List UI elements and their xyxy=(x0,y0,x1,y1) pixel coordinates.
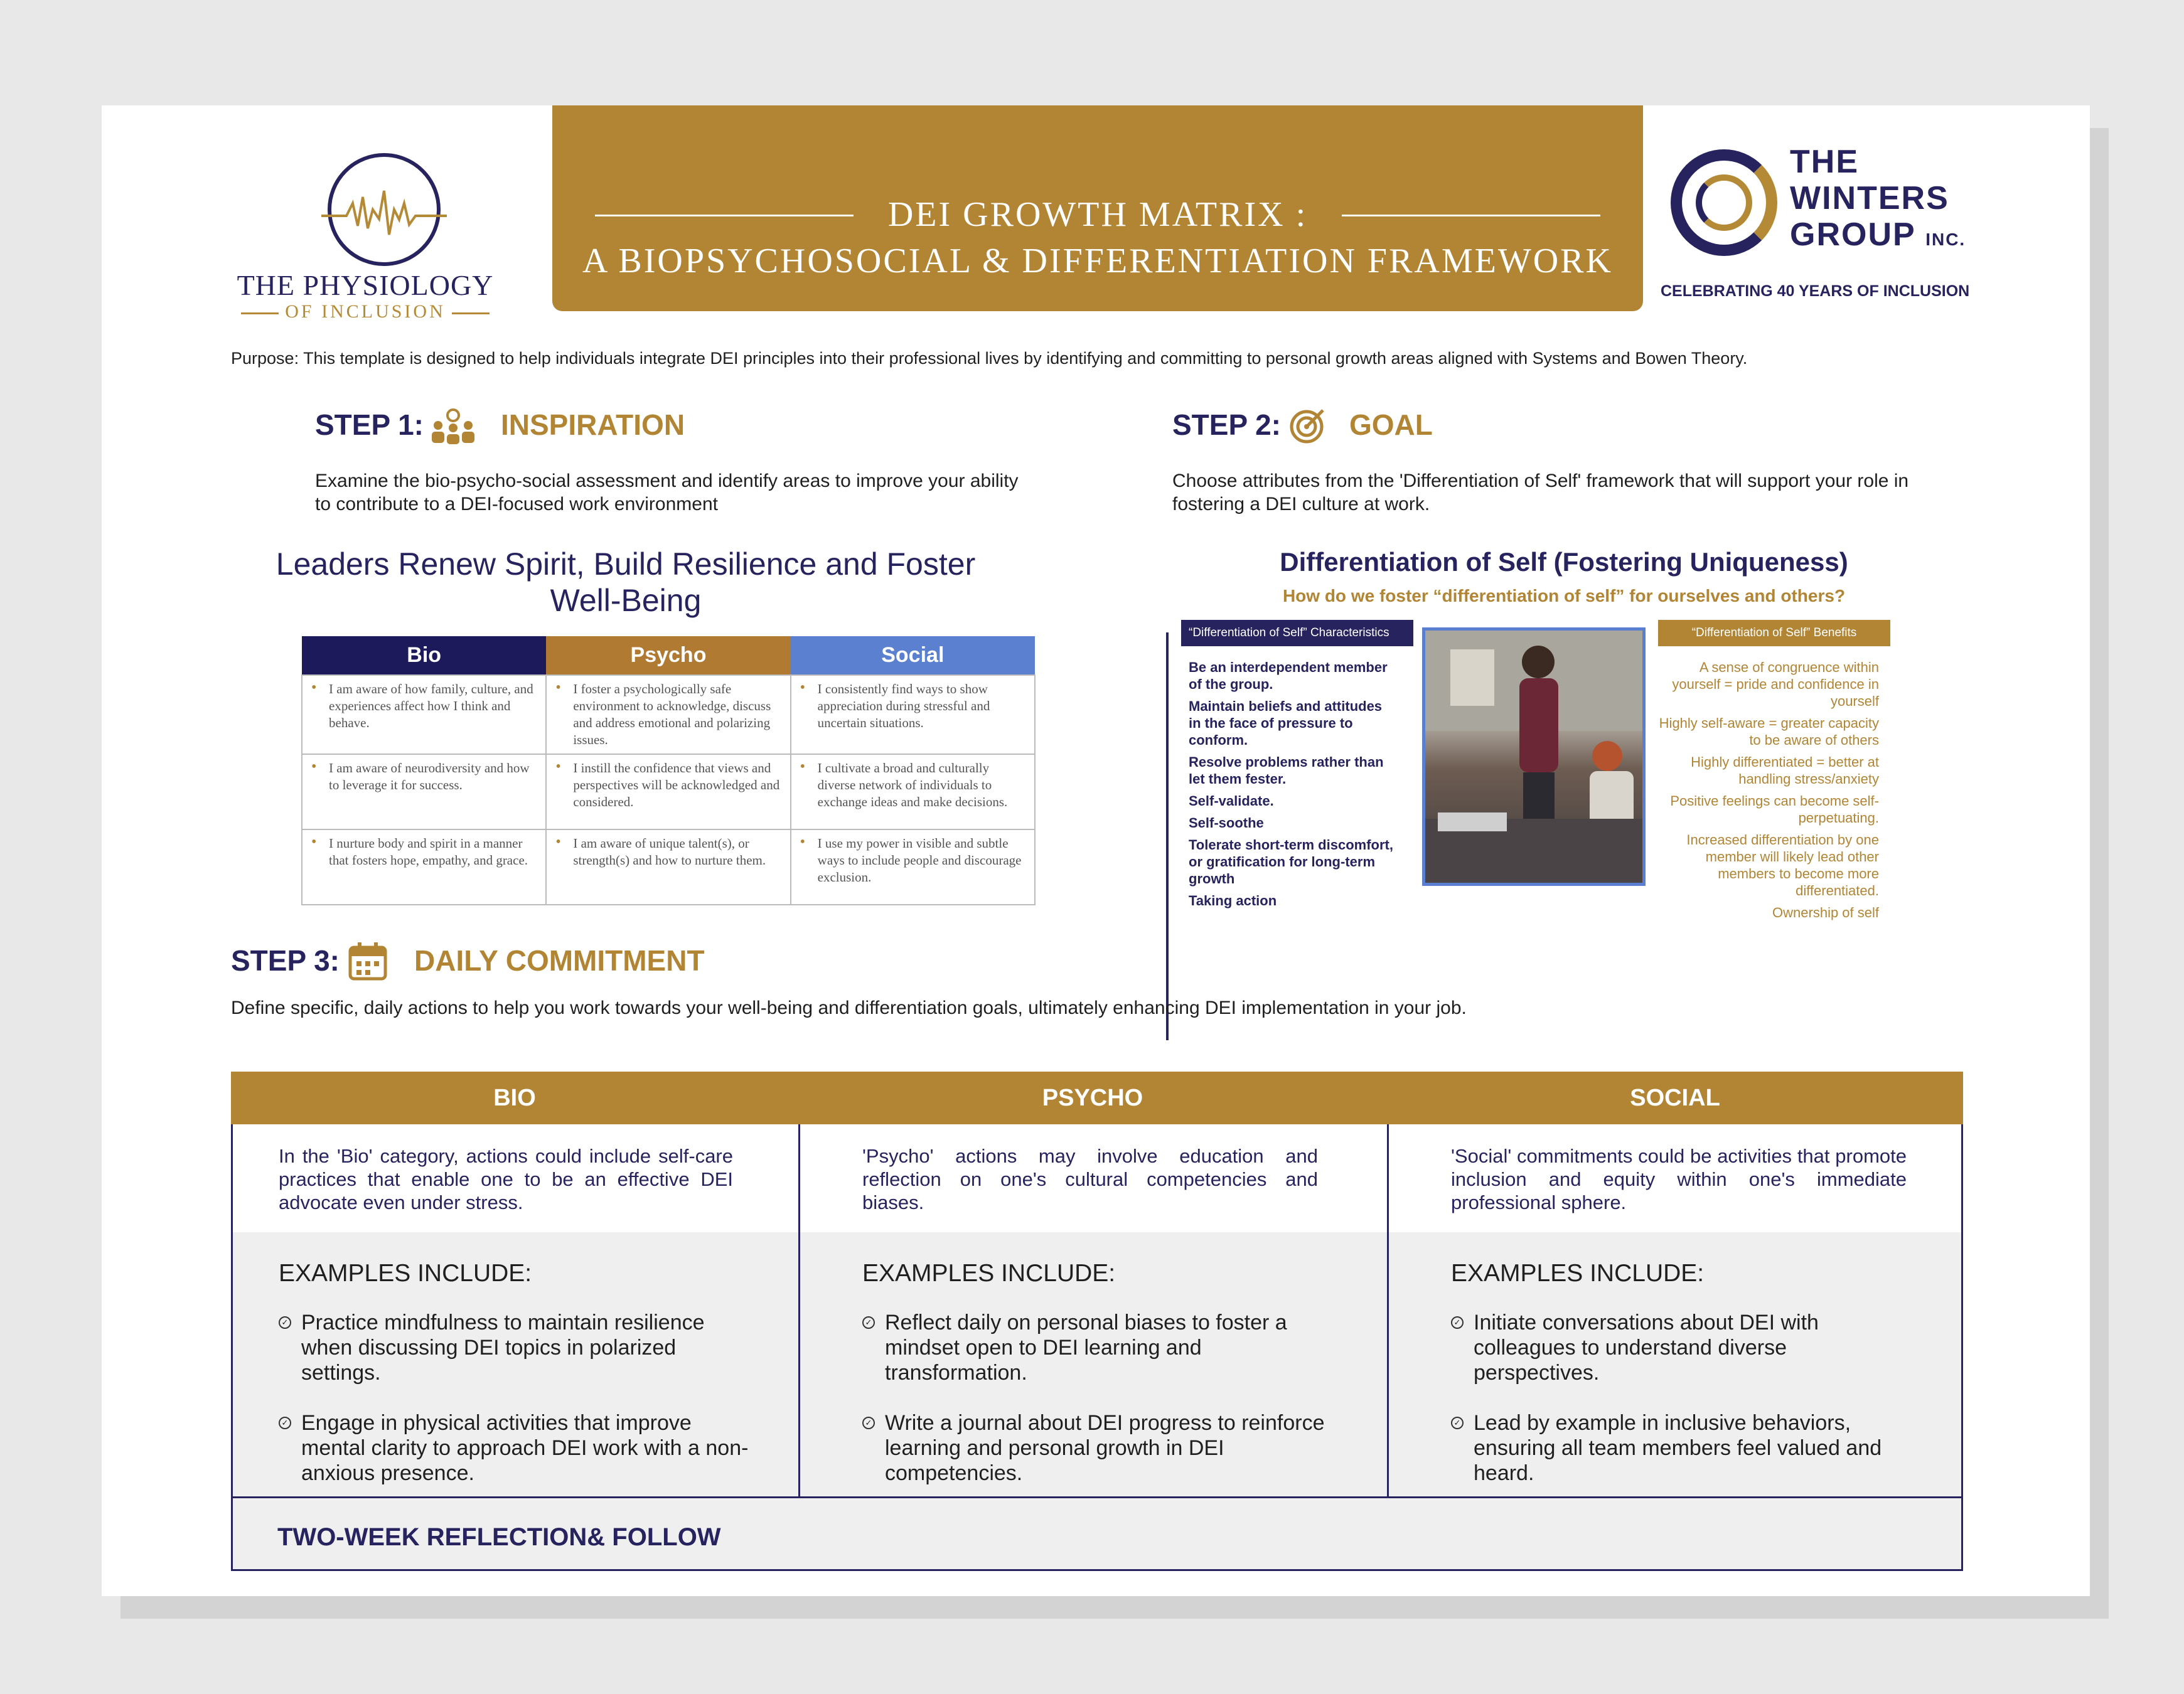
meeting-photo-illustration xyxy=(1425,631,1642,883)
social-examples-label: EXAMPLES INCLUDE: xyxy=(1451,1260,1705,1287)
bps-cell: • I am aware of how family, culture, and experiences affect how I think and behave. xyxy=(302,675,546,754)
list-item: Positive feelings can become self-perpetuating. xyxy=(1670,793,1879,826)
social-intro: 'Social' commitments could be activities that promote inclusion and equity within one's immediate professional sphere. xyxy=(1451,1145,1907,1213)
step3-label: STEP 3: xyxy=(231,944,340,977)
bps-cell: • I consistently find ways to show appreciation during stressful and uncertain situations. xyxy=(791,675,1035,754)
list-item: Self-soothe xyxy=(1189,815,1264,831)
physiology-of-inclusion-logo xyxy=(227,128,503,322)
step1-description: Examine the bio-psycho-social assessment and identify areas to improve your ability to contribute to a DEI-focused work environment xyxy=(315,471,1019,514)
bio-intro: In the 'Bio' category, actions could include self-care practices that enable one to be an effective DEI advocate even under stress. xyxy=(279,1145,733,1213)
benefits-tag: “Differentiation of Self” Benefits xyxy=(1658,620,1890,646)
reflection-footer: TWO-WEEK REFLECTION& FOLLOW xyxy=(277,1523,721,1551)
matrix-header-psycho: PSYCHO xyxy=(1042,1085,1143,1111)
characteristics-list xyxy=(1189,659,1396,909)
logo-tagline: CELEBRATING 40 YEARS OF INCLUSION xyxy=(1661,282,1970,300)
list-item: Highly differentiated = better at handling stress/anxiety xyxy=(1691,754,1879,787)
list-item: Highly self-aware = greater capacity to be aware of others xyxy=(1659,715,1879,748)
logo-line1: THE xyxy=(1790,144,1859,180)
banner-title-line2: A BIOPSYCHOSOCIAL & DIFFERENTIATION FRAMEWORK xyxy=(582,242,1613,280)
step2-image-title: Differentiation of Self (Fostering Uniqueness) xyxy=(1280,547,1848,577)
list-item: Tolerate short-term discomfort, or gratification for long-term growth xyxy=(1189,837,1393,887)
check-circle-icon: ✓ xyxy=(1451,1417,1464,1429)
logo-inner-ring-icon xyxy=(1696,174,1752,231)
check-circle-icon: ✓ xyxy=(279,1316,291,1329)
table-row xyxy=(302,829,1035,905)
logo-inc: INC. xyxy=(1925,230,1966,249)
banner-title-line1: DEI GROWTH MATRIX : xyxy=(887,195,1308,234)
list-item: Maintain beliefs and attitudes in the face of pressure to conform. xyxy=(1189,698,1383,748)
document-page xyxy=(102,105,2090,1596)
team-idea-icon xyxy=(428,407,478,444)
table-row xyxy=(302,754,1035,829)
logo-sub: OF INCLUSION xyxy=(227,301,503,322)
bps-cell: • I nurture body and spirit in a manner that fosters hope, empathy, and grace. xyxy=(302,829,546,905)
logo-line3: GROUP xyxy=(1790,216,1915,253)
step3-description: Define specific, daily actions to help you work towards your well-being and differentiation goals, ultimately enhancing DEI implementation in your job. xyxy=(231,998,1467,1018)
check-circle-icon: ✓ xyxy=(862,1316,875,1329)
list-item: Taking action xyxy=(1189,893,1277,908)
list-item: Be an interdependent member of the group. xyxy=(1189,659,1388,692)
bps-cell: • I am aware of neurodiversity and how to leverage it for success. xyxy=(302,754,546,829)
bps-cell: • I instill the confidence that views and perspectives will be acknowledged and considered. xyxy=(546,754,790,829)
bps-header-bio: Bio xyxy=(302,636,546,675)
check-circle-icon: ✓ xyxy=(1451,1316,1464,1329)
matrix-header-social: SOCIAL xyxy=(1630,1085,1720,1111)
winters-group-logo xyxy=(1661,143,1991,300)
list-item: Resolve problems rather than let them fester. xyxy=(1189,754,1384,787)
social-example-text: Lead by example in inclusive behaviors, ensuring all team members feel valued and heard. xyxy=(1474,1411,1882,1485)
list-item xyxy=(1451,1310,1915,1385)
bps-cell: • I am aware of unique talent(s), or strength(s) and how to nurture them. xyxy=(546,829,790,905)
step2-image-subtitle: How do we foster “differentiation of self” for ourselves and others? xyxy=(1282,586,1846,605)
step1-title: INSPIRATION xyxy=(501,408,685,441)
target-icon xyxy=(1289,407,1327,444)
list-item: Ownership of self xyxy=(1772,905,1879,920)
benefits-list xyxy=(1656,659,1879,921)
list-item xyxy=(279,1410,756,1486)
psycho-example-text: Reflect daily on personal biases to foster a mindset open to DEI learning and transformation. xyxy=(885,1311,1287,1385)
list-item: Self-validate. xyxy=(1189,793,1274,809)
calendar-icon xyxy=(348,941,388,981)
check-circle-icon: ✓ xyxy=(279,1417,291,1429)
characteristics-tag: “Differentiation of Self” Characteristics xyxy=(1181,620,1413,646)
meeting-photo xyxy=(1422,627,1646,886)
step2-left-rule xyxy=(1166,632,1169,1040)
list-item: Increased differentiation by one member will likely lead other members to become more differentiated. xyxy=(1686,832,1879,898)
bps-header-psycho: Psycho xyxy=(546,636,790,675)
list-item xyxy=(862,1410,1346,1486)
daily-commitment-matrix xyxy=(231,1072,1963,1571)
step1-label: STEP 1: xyxy=(315,408,424,441)
social-example-text: Initiate conversations about DEI with colleagues to understand diverse perspectives. xyxy=(1474,1311,1819,1385)
check-circle-icon: ✓ xyxy=(862,1417,875,1429)
list-item xyxy=(862,1310,1346,1385)
bio-examples-label: EXAMPLES INCLUDE: xyxy=(279,1260,532,1287)
table-row xyxy=(302,675,1035,754)
title-banner xyxy=(552,105,1643,311)
purpose-text: Purpose: This template is designed to help individuals integrate DEI principles into their professional lives by identifying and committing to personal growth areas aligned with Systems and Bowen Theory. xyxy=(231,349,1748,368)
list-item: A sense of congruence within yourself = pride and confidence in yourself xyxy=(1672,659,1879,709)
logo-name: THE PHYSIOLOGY xyxy=(237,269,494,301)
bps-cell: • I cultivate a broad and culturally diverse network of individuals to exchange ideas and make decisions. xyxy=(791,754,1035,829)
bio-example-text: Practice mindfulness to maintain resilience when discussing DEI topics in polarized settings. xyxy=(301,1311,705,1385)
psycho-example-text: Write a journal about DEI progress to reinforce learning and personal growth in DEI competencies. xyxy=(885,1411,1325,1485)
psycho-intro: 'Psycho' actions may involve education and reflection on one's cultural competencies and biases. xyxy=(862,1145,1318,1213)
step2-title: GOAL xyxy=(1349,408,1433,441)
step2-label: STEP 2: xyxy=(1172,408,1281,441)
list-item xyxy=(1451,1410,1915,1486)
logo-line3-wrap xyxy=(1790,216,1966,253)
matrix-divider xyxy=(1387,1124,1389,1498)
bps-cell: • I use my power in visible and subtle ways to include people and discourage exclusion. xyxy=(791,829,1035,905)
psycho-examples-label: EXAMPLES INCLUDE: xyxy=(862,1260,1116,1287)
matrix-header-bio: BIO xyxy=(493,1085,536,1111)
bio-example-text: Engage in physical activities that improve mental clarity to approach DEI work with a non-anxious presence. xyxy=(301,1411,749,1485)
list-item xyxy=(279,1310,756,1385)
biopsychosocial-table xyxy=(301,636,1036,905)
bps-cell: • I foster a psychologically safe environment to acknowledge, discuss and address emotional and polarizing issues. xyxy=(546,675,790,754)
step1-image-title: Leaders Renew Spirit, Build Resilience and Foster Well-Being xyxy=(276,546,976,618)
matrix-divider xyxy=(798,1124,800,1498)
logo-line2: WINTERS xyxy=(1790,180,1949,216)
bps-header-social: Social xyxy=(791,636,1035,675)
step3-title: DAILY COMMITMENT xyxy=(414,944,705,977)
heartbeat-icon xyxy=(321,184,447,241)
step2-description: Choose attributes from the 'Differentiation of Self' framework that will support your role in fostering a DEI culture at work. xyxy=(1172,471,1909,514)
